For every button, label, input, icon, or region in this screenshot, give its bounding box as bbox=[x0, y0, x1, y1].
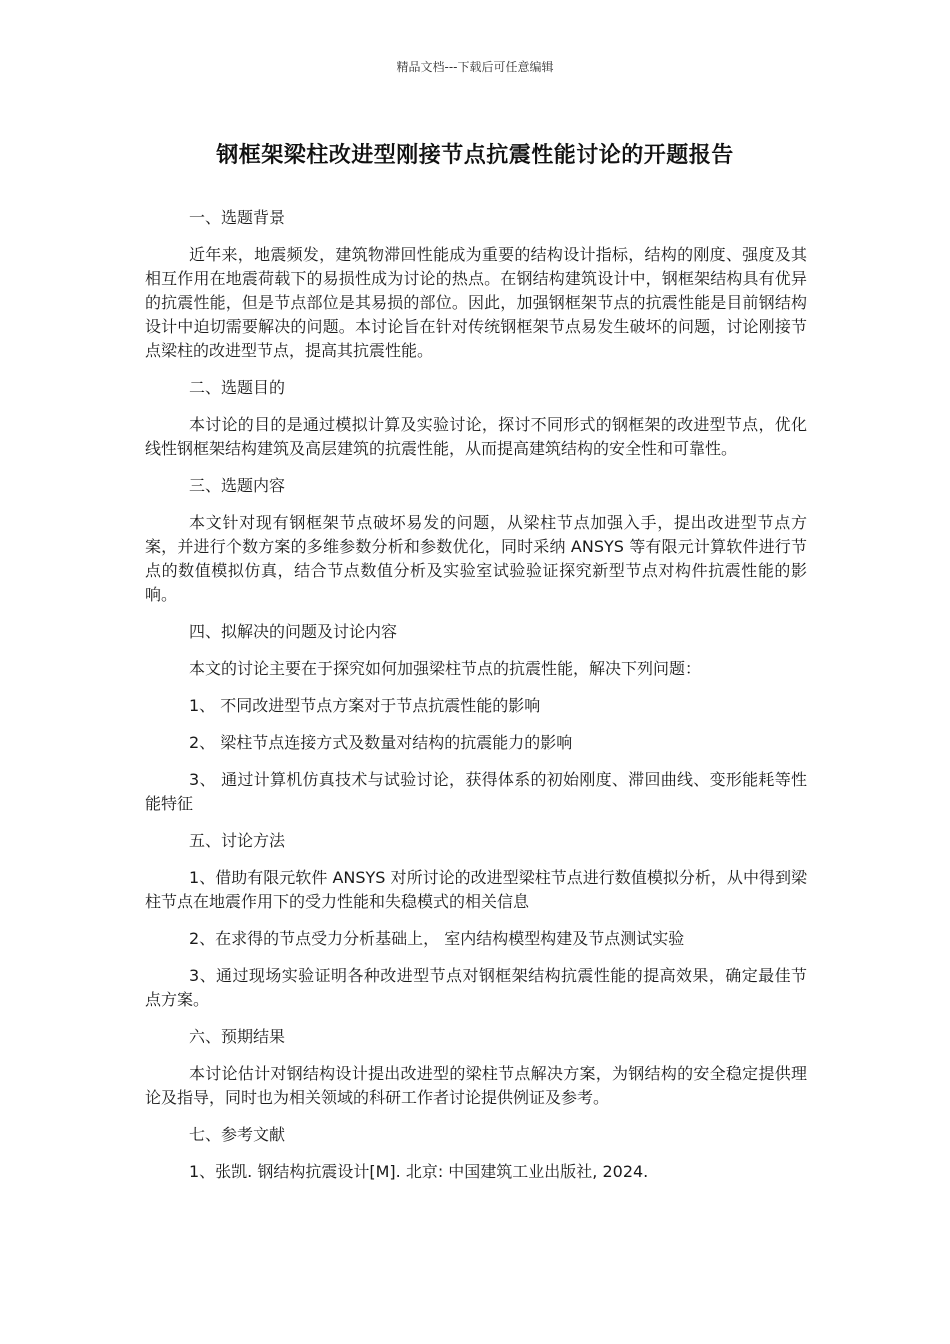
paragraph-problems-intro: 本文的讨论主要在于探究如何加强梁柱节点的抗震性能，解决下列问题： bbox=[189, 659, 702, 678]
paragraph-content: 本文针对现有钢框架节点破坏易发的问题，从梁柱节点加强入手，提出改进型节点方案，并进行个数方案的多维参数分析和参数优化，同时采纳 ANSYS 等有限元计算软件进行节点的数值模拟仿真，结合节点数值分析及实验室试验验证探究新型节点对构件抗震性能的影响。 bbox=[145, 513, 807, 604]
list-item-method-1: 1、借助有限元软件 ANSYS 对所讨论的改进型梁柱节点进行数值模拟分析，从中得到梁柱节点在地震作用下的受力性能和失稳模式的相关信息 bbox=[145, 868, 807, 911]
document-body bbox=[145, 206, 807, 1197]
list-item-problem-1: 1、 不同改进型节点方案对于节点抗震性能的影响 bbox=[189, 696, 541, 715]
section-heading-background: 一、选题背景 bbox=[189, 208, 286, 227]
section-heading-content: 三、选题内容 bbox=[189, 476, 286, 495]
section-heading-purpose: 二、选题目的 bbox=[189, 378, 286, 397]
section-heading-methods: 五、讨论方法 bbox=[189, 831, 286, 850]
list-item-problem-3: 3、 通过计算机仿真技术与试验讨论，获得体系的初始刚度、滞回曲线、变形能耗等性能特征 bbox=[145, 770, 807, 813]
list-item-problem-2: 2、 梁柱节点连接方式及数量对结构的抗震能力的影响 bbox=[189, 733, 573, 752]
section-heading-references: 七、参考文献 bbox=[189, 1125, 286, 1144]
list-item-method-3: 3、通过现场实验证明各种改进型节点对钢框架结构抗震性能的提高效果，确定最佳节点方案。 bbox=[145, 966, 807, 1009]
paragraph-purpose: 本讨论的目的是通过模拟计算及实验讨论，探讨不同形式的钢框架的改进型节点，优化线性钢框架结构建筑及高层建筑的抗震性能，从而提高建筑结构的安全性和可靠性。 bbox=[145, 415, 807, 458]
paragraph-background: 近年来，地震频发，建筑物滞回性能成为重要的结构设计指标，结构的刚度、强度及其相互作用在地震荷载下的易损性成为讨论的热点。在钢结构建筑设计中，钢框架结构具有优异的抗震性能，但是节点部位是其易损的部位。因此，加强钢框架节点的抗震性能是目前钢结构设计中迫切需要解决的问题。本讨论旨在针对传统钢框架节点易发生破坏的问题，讨论刚接节点梁柱的改进型节点，提高其抗震性能。 bbox=[145, 245, 807, 360]
document-title: 钢框架梁柱改进型刚接节点抗震性能讨论的开题报告 bbox=[216, 143, 734, 168]
section-heading-problems: 四、拟解决的问题及讨论内容 bbox=[189, 622, 398, 641]
list-item-method-2: 2、在求得的节点受力分析基础上， 室内结构模型构建及节点测试实验 bbox=[189, 929, 685, 948]
section-heading-expected-results: 六、预期结果 bbox=[189, 1027, 286, 1046]
header-note: 精品文档---下载后可任意编辑 bbox=[396, 60, 554, 74]
reference-item-1: 1、张凯. 钢结构抗震设计[M]. 北京: 中国建筑工业出版社, 2024. bbox=[189, 1162, 649, 1181]
paragraph-expected-results: 本讨论估计对钢结构设计提出改进型的梁柱节点解决方案，为钢结构的安全稳定提供理论及指导，同时也为相关领域的科研工作者讨论提供例证及参考。 bbox=[145, 1064, 807, 1107]
